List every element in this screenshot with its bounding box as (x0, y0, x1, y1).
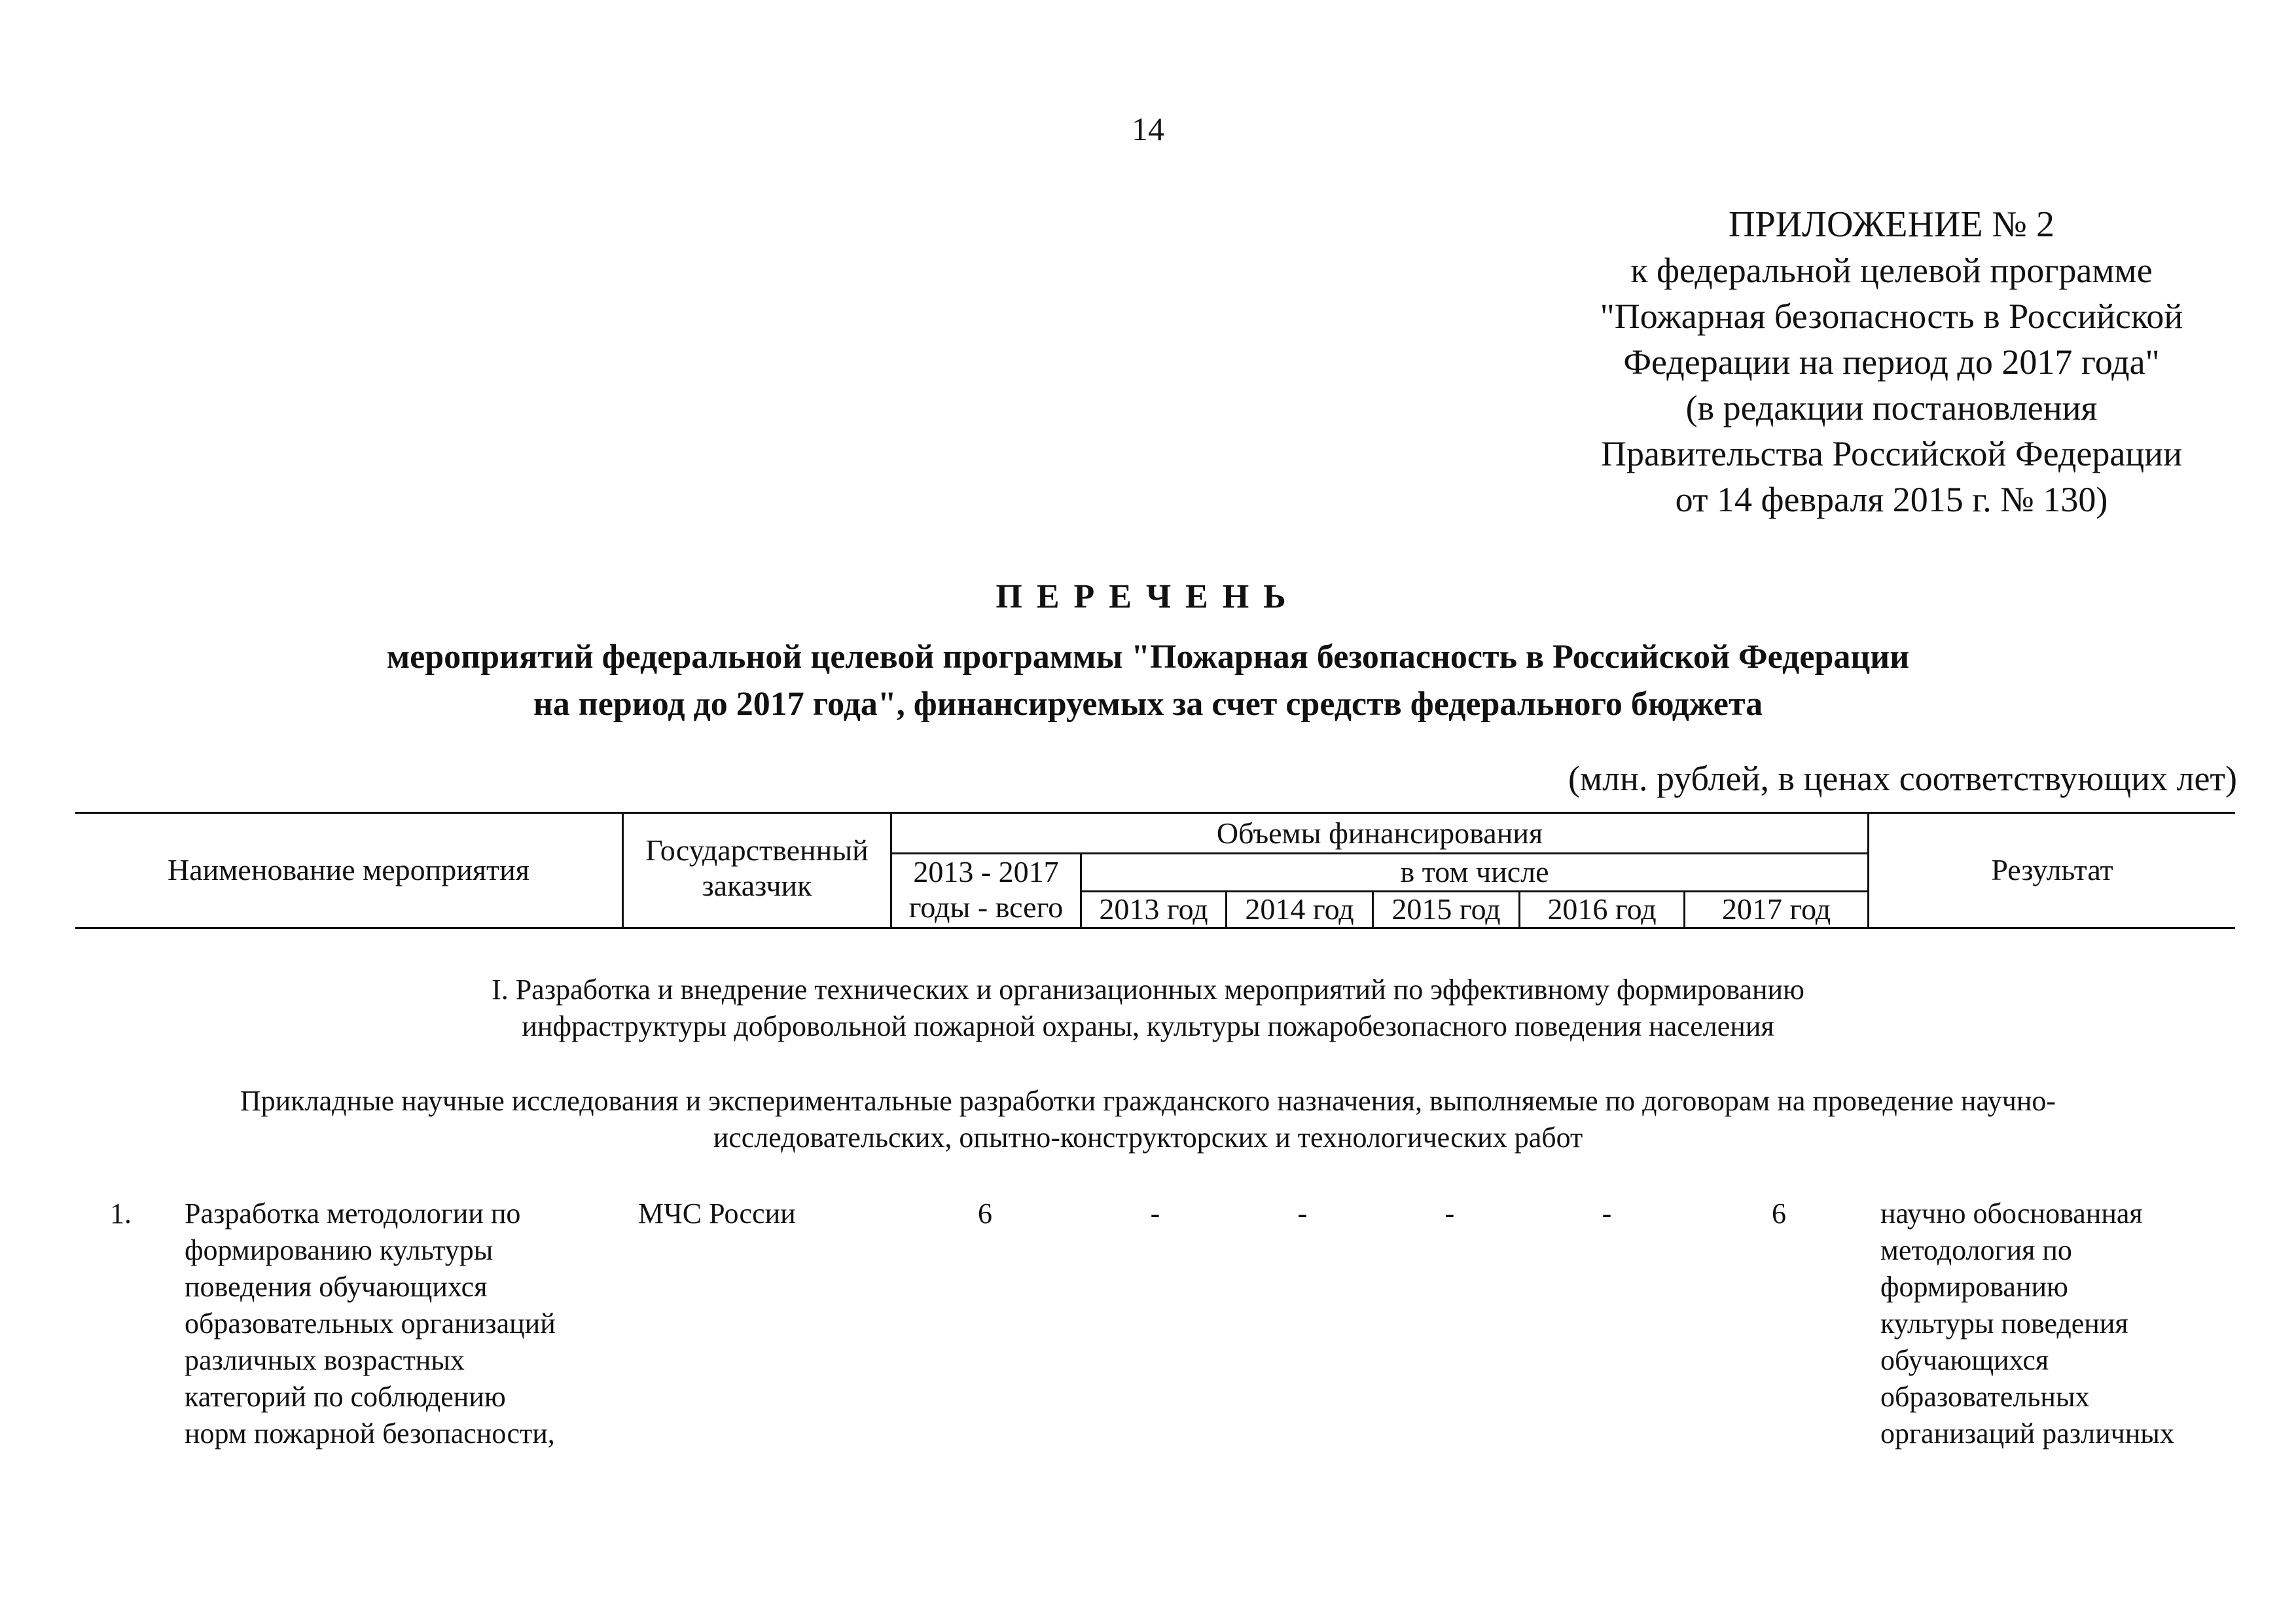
row-2015: - (1444, 1197, 1455, 1230)
header-customer (624, 833, 890, 903)
row-result-line: образовательных (1880, 1381, 2090, 1413)
header-year: 2013 год (1099, 892, 1208, 926)
appendix-heading: ПРИЛОЖЕНИЕ № 2 (1729, 204, 2054, 245)
header-result: Результат (1991, 853, 2113, 886)
header-year: 2016 год (1547, 892, 1657, 926)
row-result-line: формированию (1880, 1271, 2068, 1303)
row-result-line: научно обоснованная (1880, 1197, 2143, 1230)
row-number: 1. (110, 1197, 132, 1230)
header-including: в том числе (1400, 855, 1549, 888)
header-top-rule (75, 812, 2235, 814)
section-heading-line: I. Разработка и внедрение технических и организационных мероприятий по эффективному формированию (492, 974, 1804, 1006)
header-total (892, 854, 1080, 925)
row-result-line: методология по (1880, 1234, 2072, 1266)
row-name-line: категорий по соблюдению (185, 1381, 506, 1413)
header-customer-line: заказчик (702, 869, 812, 902)
header-bottom-rule (75, 927, 2235, 929)
units-note: (млн. рублей, в ценах соответствующих лет) (1568, 759, 2237, 798)
appendix-line: "Пожарная безопасность в Российской (1600, 297, 2183, 336)
row-total: 6 (978, 1197, 992, 1230)
row-result-line: культуры поведения (1880, 1307, 2128, 1340)
subsection-heading (0, 1083, 2296, 1156)
appendix-line: от 14 февраля 2015 г. № 130) (1675, 480, 2108, 519)
page-number: 14 (1132, 111, 1164, 147)
header-total-line: 2013 - 2017 (913, 855, 1059, 888)
row-name-line: формированию культуры (185, 1234, 493, 1266)
row-result (1880, 1195, 2234, 1452)
section-heading-line: инфраструктуры добровольной пожарной охраны, культуры пожаробезопасного поведения населения (522, 1010, 1774, 1042)
row-2013: - (1150, 1197, 1160, 1230)
row-result-line: обучающихся (1880, 1344, 2049, 1376)
subsection-heading-line: исследовательских, опытно-конструкторских и технологических работ (713, 1122, 1583, 1154)
header-year: 2014 год (1245, 892, 1354, 926)
header-total-line: годы - всего (908, 890, 1064, 924)
row-2016: - (1602, 1197, 1612, 1230)
row-name-line: различных возрастных (185, 1344, 465, 1376)
section-heading (0, 972, 2296, 1045)
appendix-line: (в редакции постановления (1685, 388, 2098, 428)
row-customer: МЧС России (638, 1197, 796, 1230)
row-name-line: норм пожарной безопасности, (185, 1417, 555, 1450)
appendix-block (1545, 202, 2238, 522)
row-name-line: поведения обучающихся (185, 1271, 488, 1303)
header-name: Наименование мероприятия (168, 853, 529, 886)
appendix-line: Федерации на период до 2017 года" (1623, 342, 2160, 382)
appendix-line: к федеральной целевой программе (1630, 251, 2153, 290)
subtitle-line: мероприятий федеральной целевой программы "Пожарная безопасность в Российской Федерации (386, 638, 1910, 676)
header-year: 2017 год (1721, 892, 1831, 926)
header-customer-line: Государственный (645, 833, 869, 867)
header-year: 2015 год (1391, 892, 1501, 926)
row-result-line: организаций различных (1880, 1417, 2174, 1450)
subsection-heading-line: Прикладные научные исследования и экспериментальные разработки гражданского назначения, выполняемые по договорам на проведение научно- (240, 1085, 2056, 1117)
row-name (185, 1195, 617, 1452)
header-funding: Объемы финансирования (1216, 816, 1543, 850)
row-2017: 6 (1772, 1197, 1786, 1230)
document-title: ПЕРЕЧЕНЬ (996, 578, 1300, 615)
appendix-line: Правительства Российской Федерации (1601, 434, 2182, 473)
subtitle-line: на период до 2017 года", финансируемых за счет средств федерального бюджета (533, 685, 1763, 723)
document-subtitle (262, 634, 2034, 728)
row-2014: - (1297, 1197, 1308, 1230)
row-name-line: Разработка методологии по (185, 1197, 521, 1230)
row-name-line: образовательных организаций (185, 1307, 556, 1340)
